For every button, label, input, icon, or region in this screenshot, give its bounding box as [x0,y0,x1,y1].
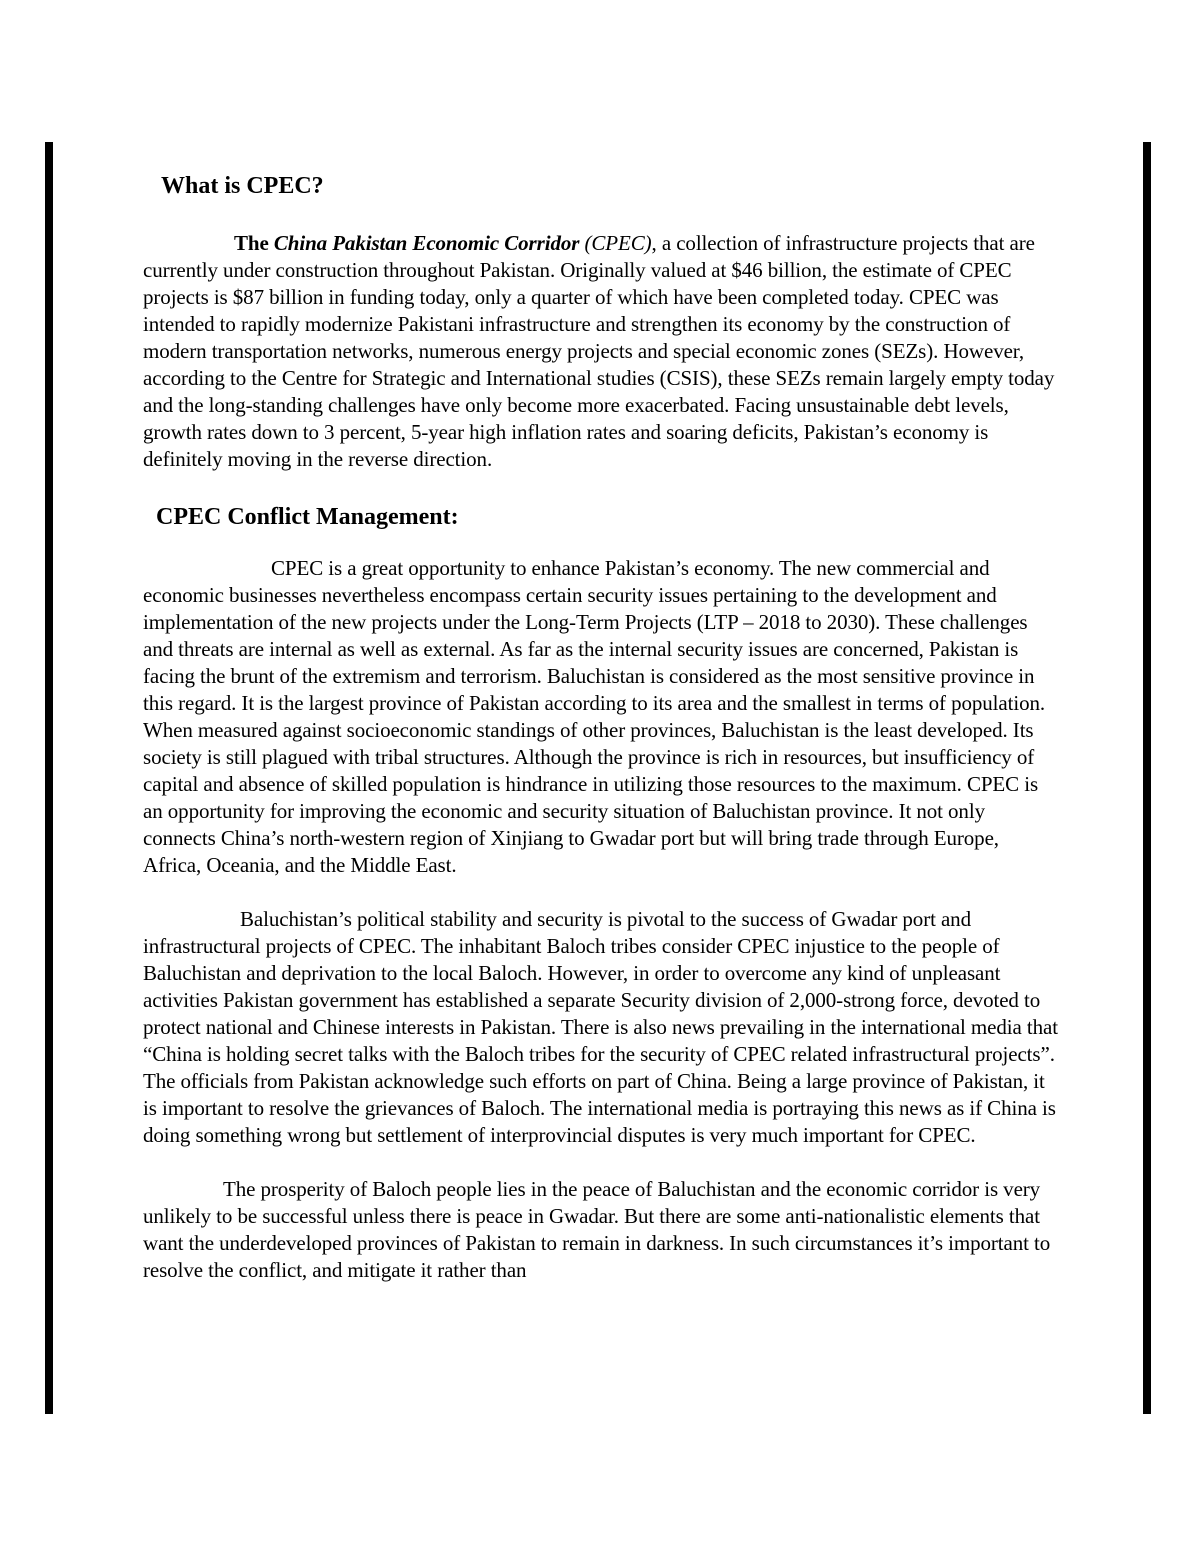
paragraph-conflict-opportunity: CPEC is a great opportunity to enhance Pakistan’s economy. The new commercial and economic businesses nevertheless encompass certain security issues pertaining to the development and implementation of the new projects under the Long-Term Projects (LTP – 2018 to 2030). These challenges and threats are internal as well as external. As far as the internal security issues are concerned, Pakistan is facing the brunt of the extremism and terrorism. Baluchistan is considered as the most sensitive province in this regard. It is the largest province of Pakistan according to its area and the smallest in terms of population. When measured against socioeconomic standings of other provinces, Baluchistan is the least developed. Its society is still plagued with tribal structures. Although the province is rich in resources, but insufficiency of capital and absence of skilled population is hindrance in utilizing those resources to the maximum. CPEC is an opportunity for improving the economic and security situation of Baluchistan province. It not only connects China’s north-western region of Xinjiang to Gwadar port but will bring trade through Europe, Africa, Oceania, and the Middle East. [143,556,1046,877]
paragraph-cpec-intro [143,230,1061,473]
document-page [143,170,1061,1284]
intro-body-text: , a collection of infrastructure projects that are currently under construction throughout Pakistan. Originally valued at $46 billion, the estimate of CPEC projects is $87 billion in funding today, only a quarter of which have been completed today. CPEC was intended to rapidly modernize Pakistani infrastructure and strengthen its economy by the construction of modern transportation networks, numerous energy projects and special economic zones (SEZs). However, according to the Centre for Strategic and International studies (CSIS), these SEZs remain largely empty today and the long-standing challenges have only become more exacerbated. Facing unsustainable debt levels, growth rates down to 3 percent, 5-year high inflation rates and soaring deficits, Pakistan’s economy is definitely moving in the reverse direction. [143,231,1055,471]
paragraph-baloch-prosperity: The prosperity of Baloch people lies in the peace of Baluchistan and the economic corridor is very unlikely to be successful unless there is peace in Gwadar. But there are some anti-nationalistic elements that want the underdeveloped provinces of Pakistan to remain in darkness. In such circumstances it’s important to resolve the conflict, and mitigate it rather than [143,1177,1051,1282]
right-page-border [1143,142,1151,1414]
intro-lead-word: The [234,231,274,255]
intro-corridor-title: China Pakistan Economic Corridor [273,231,580,255]
paragraph-baluchistan-stability: Baluchistan’s political stability and security is pivotal to the success of Gwadar port and infrastructural projects of CPEC. The inhabitant Baloch tribes consider CPEC injustice to the people of Baluchistan and deprivation to the local Baloch. However, in order to overcome any kind of unpleasant activities Pakistan government has established a separate Security division of 2,000-strong force, devoted to protect national and Chinese interests in Pakistan. There is also news prevailing in the international media that “China is holding secret talks with the Baloch tribes for the security of CPEC related infrastructural projects”. The officials from Pakistan acknowledge such efforts on part of China. Being a large province of Pakistan, it is important to resolve the grievances of Baloch. The international media is portraying this news as if China is doing something wrong but settlement of interprovincial disputes is very much important for CPEC. [143,907,1058,1147]
intro-abbreviation: (CPEC) [579,231,652,255]
left-page-border [45,142,53,1414]
heading-what-is-cpec: What is CPEC? [161,173,324,199]
heading-conflict-management: CPEC Conflict Management: [156,504,459,530]
